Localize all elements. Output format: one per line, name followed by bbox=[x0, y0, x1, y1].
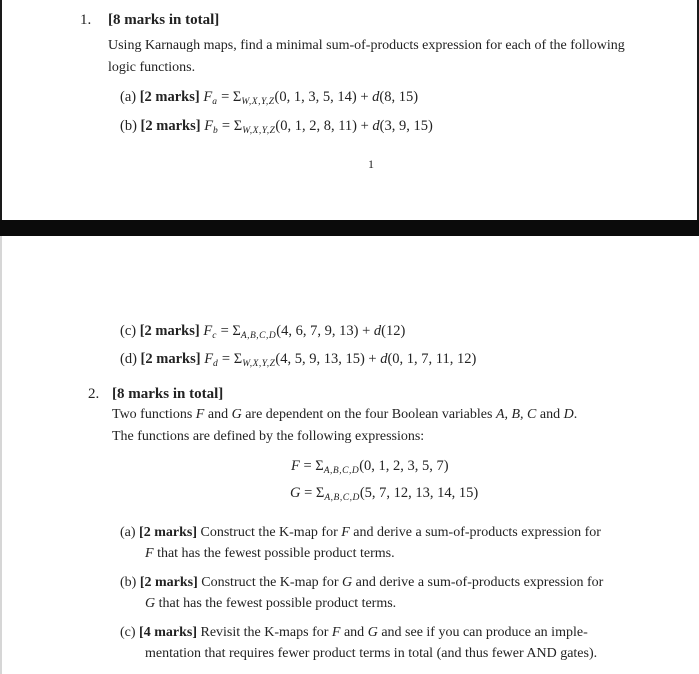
var-list: A, B, C bbox=[495, 407, 537, 422]
equals-sign: = bbox=[300, 485, 316, 501]
dont-care-symbol: d bbox=[380, 351, 388, 367]
question-1-part-d bbox=[120, 351, 476, 369]
text-run: that has the fewest possible product terms. bbox=[155, 596, 397, 611]
part-label: (b) bbox=[120, 118, 137, 134]
text-run: . bbox=[573, 407, 578, 422]
sigma-symbol: Σ bbox=[315, 485, 325, 501]
sigma-symbol: Σ bbox=[232, 323, 241, 339]
function-subscript: d bbox=[213, 359, 219, 369]
equals-sign: = bbox=[218, 351, 234, 367]
text-run: and derive a sum-of-products expression for bbox=[352, 575, 604, 590]
sigma-symbol: Σ bbox=[233, 118, 243, 134]
text-run: Construct the K-map for bbox=[196, 525, 342, 540]
text-run: Revisit the K-maps for bbox=[196, 625, 332, 640]
question-2-part-b-line-2 bbox=[145, 593, 396, 615]
part-label: (c) bbox=[120, 323, 137, 339]
sigma-variables: W,X,Y,Z bbox=[242, 359, 276, 369]
text-run: Construct the K-map for bbox=[197, 575, 343, 590]
dont-care-symbol: d bbox=[372, 89, 380, 105]
eq-lhs: G bbox=[290, 485, 301, 501]
minterms: (0, 1, 3, 5, 14) bbox=[274, 89, 357, 105]
equals-sign: = bbox=[217, 89, 233, 105]
page-2 bbox=[0, 236, 699, 674]
plus-sign: + bbox=[356, 118, 373, 134]
dont-care-terms: (12) bbox=[381, 323, 406, 339]
part-marks: [2 marks] bbox=[139, 323, 200, 339]
text-run: Two functions bbox=[112, 407, 196, 422]
var-G: G bbox=[367, 625, 378, 640]
question-1-intro-line-2: logic functions. bbox=[108, 60, 196, 75]
text-run: and see if you can produce an imple- bbox=[377, 625, 588, 640]
sigma-variables: A,B,C,D bbox=[240, 331, 277, 341]
part-label: (b) bbox=[120, 575, 137, 590]
plus-sign: + bbox=[364, 351, 381, 367]
part-label: (d) bbox=[120, 351, 137, 367]
question-1-part-a bbox=[120, 89, 418, 107]
function-subscript: a bbox=[212, 97, 218, 107]
part-label: (c) bbox=[120, 625, 136, 640]
question-1-intro-line-1: Using Karnaugh maps, find a minimal sum-of-products expression for each of the following bbox=[108, 38, 625, 53]
question-2-part-a-line-1 bbox=[120, 522, 601, 544]
function-subscript: b bbox=[213, 126, 219, 136]
plus-sign: + bbox=[356, 89, 373, 105]
text-run: are dependent on the four Boolean variables bbox=[241, 407, 496, 422]
var-F: F bbox=[145, 546, 154, 561]
part-marks: [2 marks] bbox=[139, 89, 200, 105]
question-1-part-b bbox=[120, 118, 433, 136]
minterms: (4, 6, 7, 9, 13) bbox=[276, 323, 359, 339]
equation-F bbox=[291, 458, 449, 476]
page-separator bbox=[0, 220, 699, 236]
equation-G bbox=[290, 485, 478, 503]
text-run: that has the fewest possible product terms. bbox=[153, 546, 395, 561]
part-label: (a) bbox=[120, 525, 136, 540]
dont-care-symbol: d bbox=[372, 118, 380, 134]
function-name: F bbox=[204, 351, 214, 367]
minterms: (0, 1, 2, 8, 11) bbox=[275, 118, 357, 134]
question-1-part-c bbox=[120, 323, 405, 341]
var-G: G bbox=[342, 575, 353, 590]
question-2-header: [8 marks in total] bbox=[112, 386, 224, 402]
sigma-symbol: Σ bbox=[233, 351, 243, 367]
var-F: F bbox=[331, 625, 341, 640]
dont-care-terms: (3, 9, 15) bbox=[379, 118, 433, 134]
dont-care-symbol: d bbox=[373, 323, 382, 339]
question-2-line-1 bbox=[112, 404, 577, 426]
sigma-variables: A,B,C,D bbox=[323, 466, 360, 476]
question-1-number: 1. bbox=[80, 12, 92, 28]
equals-sign: = bbox=[216, 323, 233, 339]
part-marks: [2 marks] bbox=[139, 575, 198, 590]
question-2-part-c-line-2: mentation that requires fewer product terms in total (and thus fewer AND gates). bbox=[145, 646, 598, 661]
page-1 bbox=[0, 0, 699, 220]
function-name: F bbox=[203, 89, 213, 105]
part-marks: [2 marks] bbox=[140, 351, 201, 367]
sigma-variables: W,X,Y,Z bbox=[242, 126, 276, 136]
function-name: F bbox=[204, 118, 214, 134]
sigma-variables: A,B,C,D bbox=[324, 493, 360, 503]
equals-sign: = bbox=[218, 118, 234, 134]
minterms: (0, 1, 2, 3, 5, 7) bbox=[359, 458, 449, 474]
function-name: F bbox=[203, 323, 213, 339]
part-marks: [4 marks] bbox=[139, 625, 197, 640]
sigma-symbol: Σ bbox=[315, 458, 324, 474]
var-F: F bbox=[195, 407, 205, 422]
dont-care-terms: (8, 15) bbox=[379, 89, 419, 105]
minterms: (4, 5, 9, 13, 15) bbox=[275, 351, 365, 367]
question-1-header: [8 marks in total] bbox=[108, 12, 220, 28]
part-marks: [2 marks] bbox=[139, 525, 197, 540]
text-run: and bbox=[204, 407, 232, 422]
text-run: and derive a sum-of-products expression for bbox=[349, 525, 601, 540]
sigma-symbol: Σ bbox=[232, 89, 242, 105]
question-2-part-a-line-2 bbox=[145, 543, 395, 565]
question-2-line-2: The functions are defined by the following expressions: bbox=[112, 429, 425, 444]
var-G: G bbox=[145, 596, 156, 611]
question-2-number: 2. bbox=[88, 386, 100, 402]
var-G: G bbox=[231, 407, 242, 422]
var-F: F bbox=[341, 525, 350, 540]
part-label: (a) bbox=[120, 89, 137, 105]
plus-sign: + bbox=[358, 323, 374, 339]
question-2-part-b-line-1 bbox=[120, 572, 603, 594]
question-2-part-c-line-1 bbox=[120, 622, 588, 644]
text-run: and bbox=[340, 625, 368, 640]
equals-sign: = bbox=[299, 458, 316, 474]
function-subscript: c bbox=[212, 331, 217, 341]
sigma-variables: W,X,Y,Z bbox=[241, 97, 275, 107]
var-D: D bbox=[563, 407, 574, 422]
text-run: and bbox=[536, 407, 564, 422]
minterms: (5, 7, 12, 13, 14, 15) bbox=[359, 485, 479, 501]
part-marks: [2 marks] bbox=[140, 118, 201, 134]
eq-lhs: F bbox=[291, 458, 300, 474]
page-number: 1 bbox=[368, 157, 374, 171]
dont-care-terms: (0, 1, 7, 11, 12) bbox=[387, 351, 477, 367]
